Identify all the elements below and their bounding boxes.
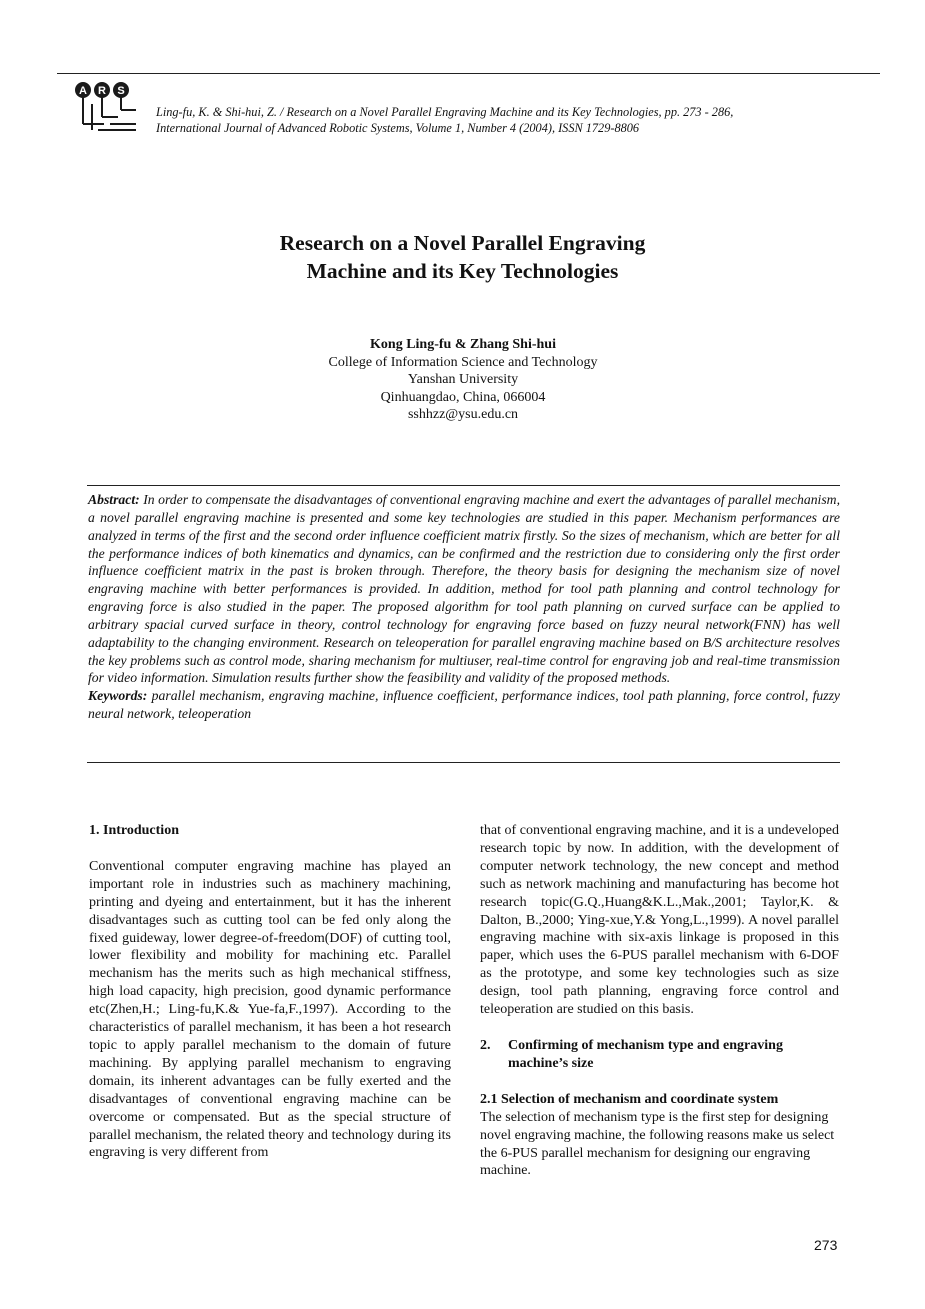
citation-line-2: International Journal of Advanced Robotic Systems, Volume 1, Number 4 (2004), ISSN 1729-8806	[156, 121, 640, 135]
logo-letter-s: S	[117, 85, 125, 97]
abstract-label: Abstract:	[88, 492, 140, 507]
subsection-2-1-paragraph: The selection of mechanism type is the first step for designing novel engraving machine, the following reasons make us select the 6-PUS parallel mechanism for designing our engraving machine.	[480, 1109, 835, 1179]
section-2-title: Confirming of mechanism type and engraving machine’s size	[508, 1037, 783, 1071]
citation	[156, 104, 856, 136]
author-email: sshhzz@ysu.edu.cn	[407, 407, 519, 422]
keywords-label: Keywords:	[88, 688, 148, 704]
header-rule	[57, 73, 880, 74]
author-university: Yanshan University	[407, 372, 519, 387]
title-line-2: Machine and its Key Technologies	[306, 259, 619, 283]
citation-line-1: Ling-fu, K. & Shi-hui, Z. / Research on a Novel Parallel Engraving Machine and its Key Technologies, pp. 273 - 286,	[156, 105, 734, 119]
author-address: Qinhuangdao, China, 066004	[380, 389, 546, 405]
left-column	[89, 822, 451, 1162]
section-1-paragraph-left: Conventional computer engraving machine has played an important role in industries such as machinery machining, printing and dyeing and entertainment, but it has the inherent disadvantages such as cutting tool can be fed only along the fixed guideway, lower degree-of-freedom(DOF) of cutting tool, lower flexibility and mobility for machining etc. Parallel mechanism has the merits such as high mechanical stiffness, high load capacity, high precision, good dynamic performance etc(Zhen,H.; Ling-fu,K.& Yue-fa,F.,1997). According to the characteristics of parallel mechanism, it has been a hot research topic to apply parallel mechanism to the domain of future machining. By applying parallel mechanism to engraving domain, its inherent advantages can be fully exerted and the disadvantages of conventional engraving machine can be overcome or compensated. But as the special structure of parallel mechanism, the related theory and technology during its engraving is very different from	[89, 858, 451, 1161]
right-column	[480, 822, 839, 1180]
logo-letter-r: R	[98, 85, 106, 97]
abstract-paragraph	[88, 491, 840, 687]
subsection-2-1-heading: 2.1 Selection of mechanism and coordinate system	[480, 1091, 779, 1107]
page-number: 273	[814, 1237, 838, 1253]
section-2-heading	[480, 1037, 839, 1073]
section-2-number: 2.	[480, 1037, 491, 1053]
section-1-paragraph-right: that of conventional engraving machine, and it is a undeveloped research topic by now. In addition, with the development of computer network technology, the new concept and method such as network machining and manufacturing has become hot research topic(G.Q.,Huang&K.L.,Mak.,2001; Taylor,K. & Dalton, B.,2000; Ying-xue,Y.& Yong,L.,1999). A novel parallel engraving machine with six-axis linkage is proposed in this paper, which uses the 6-PUS parallel mechanism with 6-DOF as the prototype, and some key technologies such as size design, tool path planning, engraving force control and teleoperation are studied on this basis.	[480, 823, 839, 1018]
author-affiliation: College of Information Science and Technology	[328, 354, 598, 370]
keywords-paragraph	[88, 687, 840, 723]
paper-title	[160, 229, 765, 285]
logo-letter-a: A	[79, 85, 87, 97]
section-1-heading: 1. Introduction	[89, 823, 179, 838]
title-line-1: Research on a Novel Parallel Engraving	[279, 231, 646, 255]
author-block	[213, 336, 713, 424]
author-names: Kong Ling-fu & Zhang Shi-hui	[370, 337, 556, 352]
abstract	[88, 491, 840, 723]
abstract-body: In order to compensate the disadvantages of conventional engraving machine and exert the advantages of parallel mechanism, a novel parallel engraving machine is presented and some key technologies are studied in this paper. Mechanism performances are analyzed in terms of the first and the second order influence coefficient matrix firstly. So the sizes of mechanism, which are better for all the performance indices of both kinematics and dynamics, can be confirmed and the restriction due to considering only the first order influence coefficient matrix in the past is broken through. Therefore, the theory basis for designing the mechanism size of novel engraving machine with better performances is provided. In addition, method for tool path planning and control technology for engraving force is also studied in the paper. The proposed algorithm for tool path planning on curved surface can be applied to arbitrary spacial curved surface in theory, control technology for engraving force based on fuzzy neural network(FNN) has well adaptability to the changing environment. Research on teleoperation for parallel engraving machine based on B/S architecture resolves the key problems such as control mode, sharing mechanism for multiuser, real-time control for engraving job and real-time transmission for video information. Simulation results further show the feasibility and validity of the proposed methods.	[88, 492, 840, 686]
ars-logo	[74, 80, 140, 136]
keywords-body: parallel mechanism, engraving machine, influence coefficient, performance indices, tool path planning, force control, fuzzy neural network, teleoperation	[88, 688, 840, 722]
